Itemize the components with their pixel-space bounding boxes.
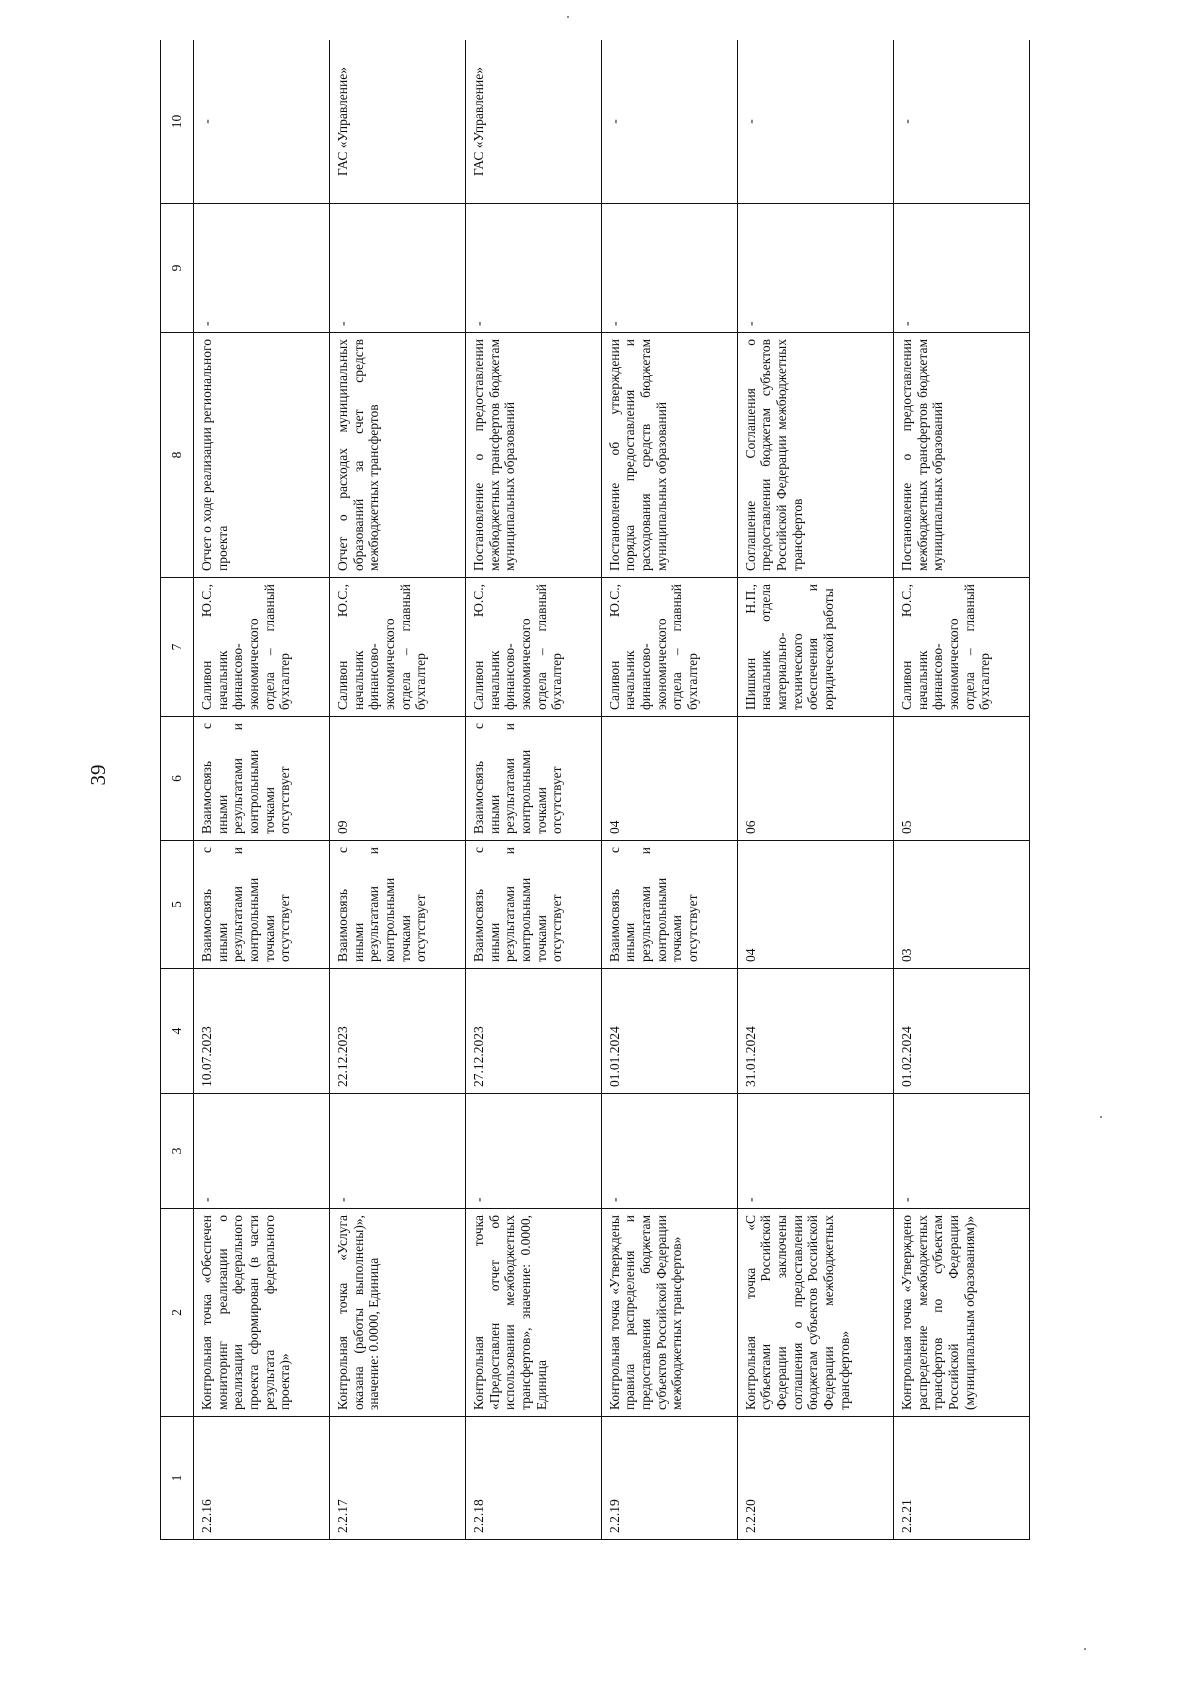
control-points-table <box>160 40 1030 1540</box>
document-cell: Соглашение Соглашения о предоставлении бюджетам субъектов Российской Федерации межбюджетных трансфертов <box>737 333 893 578</box>
system-cell: - <box>737 40 893 204</box>
cell: - <box>465 204 601 333</box>
system-cell: - <box>893 40 1029 204</box>
responsible-cell: Саливон Ю.С., начальник финансово-экономического отдела – главный бухгалтер <box>893 578 1029 717</box>
cell: - <box>737 1094 893 1209</box>
column-header: 4 <box>161 969 194 1094</box>
document-cell: Постановление о предоставлении межбюджетных трансфертов бюджетам муниципальных образований <box>893 333 1029 578</box>
control-point-cell: Контрольная точка «Утверждено распределение межбюджетных трансфертов по субъектам Российской Федерации (муниципальным образованиям)» <box>893 1209 1029 1417</box>
cell: - <box>893 204 1029 333</box>
date-cell: 22.12.2023 <box>329 969 465 1094</box>
column-header: 1 <box>161 1417 194 1540</box>
control-point-cell: Контрольная точка «Обеспечен мониторинг реализации о реализации федерального проекта сформирован (в части результата федерального проекта)» <box>194 1209 330 1417</box>
control-point-cell: Контрольная точка «Утверждены правила распределения и предоставления бюджетам субъектов Российской Федерации межбюджетных трансфертов» <box>601 1209 737 1417</box>
cell: 04 <box>737 841 893 969</box>
cell: 04 <box>601 717 737 841</box>
row-number: 2.2.21 <box>893 1417 1029 1540</box>
cell: Взаимосвязь с иными результатами и контрольными точками отсутствует <box>329 841 465 969</box>
cell: 06 <box>737 717 893 841</box>
cell: 03 <box>893 841 1029 969</box>
cell: 05 <box>893 717 1029 841</box>
table-row <box>737 40 893 1540</box>
column-header: 10 <box>161 40 194 204</box>
column-header: 3 <box>161 1094 194 1209</box>
scan-speck <box>1084 1648 1086 1650</box>
column-header: 5 <box>161 841 194 969</box>
cell: - <box>329 204 465 333</box>
cell: - <box>601 1094 737 1209</box>
cell: Взаимосвязь с иными результатами и контрольными точками отсутствует <box>194 717 330 841</box>
cell: - <box>465 1094 601 1209</box>
table-row <box>194 40 330 1540</box>
cell: - <box>194 204 330 333</box>
control-point-cell: Контрольная точка «Предоставлен отчет об использовании межбюджетных трансфертов», значение: 0.0000, Единица <box>465 1209 601 1417</box>
date-cell: 27.12.2023 <box>465 969 601 1094</box>
document-cell: Постановление об утверждении порядка предоставления и расходования средств бюджетам муниципальных образований <box>601 333 737 578</box>
row-number: 2.2.18 <box>465 1417 601 1540</box>
date-cell: 01.01.2024 <box>601 969 737 1094</box>
system-cell: ГАС «Управление» <box>465 40 601 204</box>
cell: - <box>893 1094 1029 1209</box>
control-point-cell: Контрольная точка «С субъектами Российской Федерации заключены соглашения о предоставлении бюджетам субъектов Российской Федерации межбюджетных трансфертов» <box>737 1209 893 1417</box>
responsible-cell: Саливон Ю.С., начальник финансово-экономического отдела – главный бухгалтер <box>329 578 465 717</box>
page-number: 39 <box>86 764 110 786</box>
row-number: 2.2.16 <box>194 1417 330 1540</box>
system-cell: - <box>601 40 737 204</box>
date-cell: 10.07.2023 <box>194 969 330 1094</box>
date-cell: 01.02.2024 <box>893 969 1029 1094</box>
document-cell: Отчет о ходе реализации регионального проекта <box>194 333 330 578</box>
responsible-cell: Саливон Ю.С., начальник финансово-экономического отдела – главный бухгалтер <box>465 578 601 717</box>
responsible-cell: Саливон Ю.С., начальник финансово-экономического отдела – главный бухгалтер <box>194 578 330 717</box>
column-header: 6 <box>161 717 194 841</box>
table-row <box>329 40 465 1540</box>
document-cell: Отчет о расходах муниципальных образований за счет средств межбюджетных трансфертов <box>329 333 465 578</box>
table-row <box>601 40 737 1540</box>
date-cell: 31.01.2024 <box>737 969 893 1094</box>
row-number: 2.2.17 <box>329 1417 465 1540</box>
table-rotation-frame <box>160 40 1030 1540</box>
system-cell: ГАС «Управление» <box>329 40 465 204</box>
column-header: 9 <box>161 204 194 333</box>
control-point-cell: Контрольная точка «Услуга оказана (работы выполнены)», значение: 0.0000, Единица <box>329 1209 465 1417</box>
table-row <box>465 40 601 1540</box>
cell: Взаимосвязь с иными результатами и контрольными точками отсутствует <box>194 841 330 969</box>
scan-speck <box>1100 1116 1102 1118</box>
row-number: 2.2.19 <box>601 1417 737 1540</box>
table-row <box>893 40 1029 1540</box>
cell: - <box>194 1094 330 1209</box>
cell: Взаимосвязь с иными результатами и контрольными точками отсутствует <box>465 717 601 841</box>
header-row <box>161 40 194 1540</box>
responsible-cell: Шишкин Н.П., начальник отдела материально-технического обеспечения и юридической работы <box>737 578 893 717</box>
row-number: 2.2.20 <box>737 1417 893 1540</box>
cell: Взаимосвязь с иными результатами и контрольными точками отсутствует <box>465 841 601 969</box>
cell: 09 <box>329 717 465 841</box>
rotated-table-sheet <box>160 40 1030 1540</box>
scan-speck <box>567 16 569 18</box>
column-header: 8 <box>161 333 194 578</box>
responsible-cell: Саливон Ю.С., начальник финансово-экономического отдела – главный бухгалтер <box>601 578 737 717</box>
system-cell: - <box>194 40 330 204</box>
cell: - <box>737 204 893 333</box>
cell: Взаимосвязь с иными результатами и контрольными точками отсутствует <box>601 841 737 969</box>
column-header: 2 <box>161 1209 194 1417</box>
column-header: 7 <box>161 578 194 717</box>
cell: - <box>329 1094 465 1209</box>
cell: - <box>601 204 737 333</box>
document-cell: Постановление о предоставлении межбюджетных трансфертов бюджетам муниципальных образований <box>465 333 601 578</box>
